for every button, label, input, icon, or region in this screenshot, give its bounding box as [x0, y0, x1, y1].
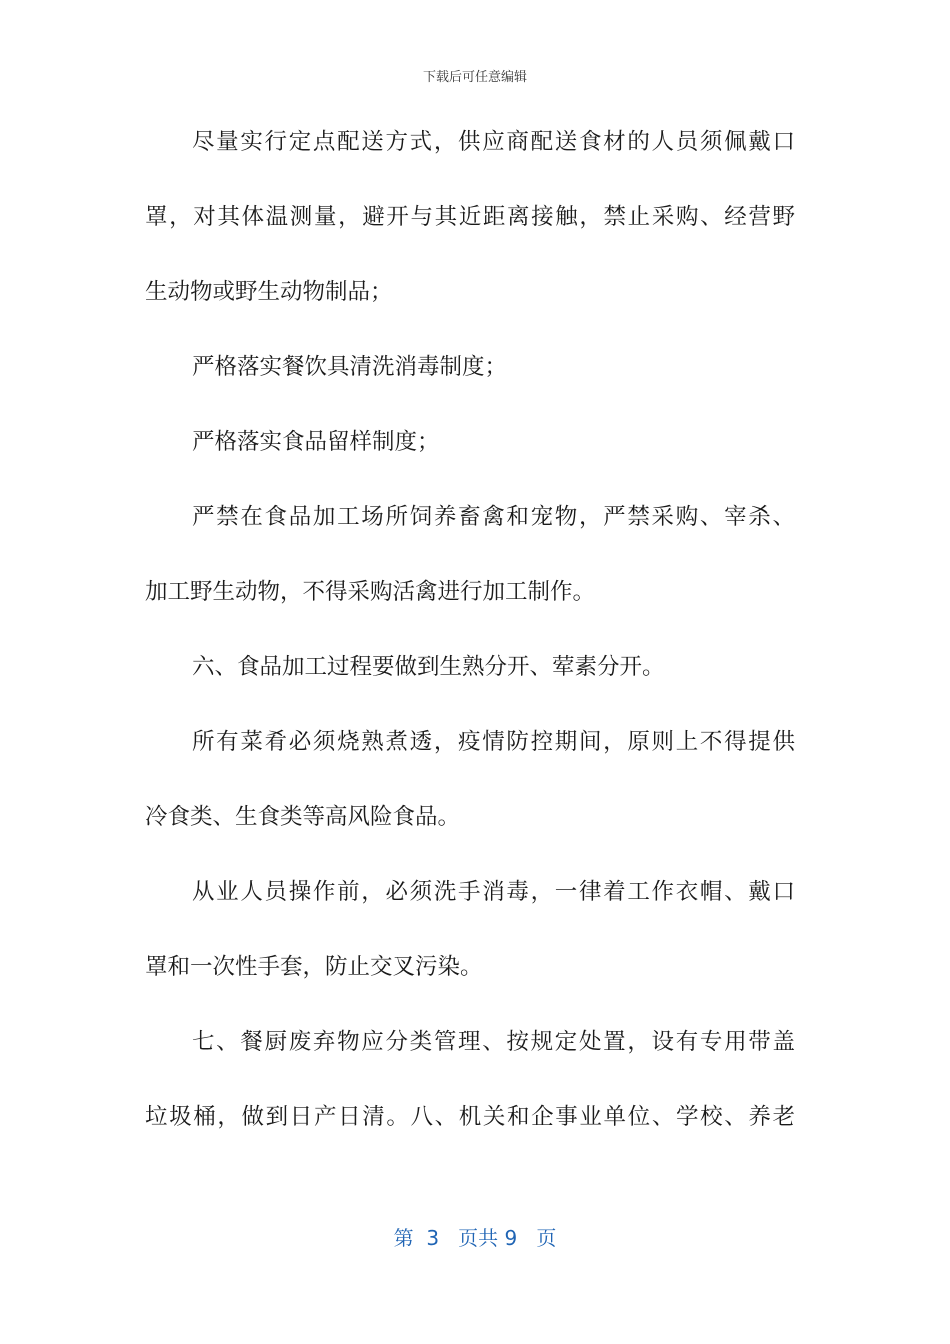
text-line-9: 所有菜肴必须烧熟煮透，疫情防控期间，原则上不得提供 — [192, 729, 795, 755]
text-line-5: 严格落实食品留样制度； — [192, 429, 440, 455]
text-line-7: 加工野生动物，不得采购活禽进行加工制作。 — [145, 579, 596, 605]
page-header: 下载后可任意编辑 — [422, 70, 527, 85]
text-line-11: 从业人员操作前，必须洗手消毒，一律着工作衣帽、戴口 — [192, 879, 795, 905]
text-line-2: 罩，对其体温测量，避开与其近距离接触，禁止采购、经营野 — [145, 204, 795, 230]
text-line-14: 垃圾桶，做到日产日清。八、机关和企事业单位、学校、养老 — [145, 1104, 795, 1130]
text-line-12: 罩和一次性手套，防止交叉污染。 — [145, 954, 483, 980]
text-line-6: 严禁在食品加工场所饲养畜禽和宠物，严禁采购、宰杀、 — [192, 504, 795, 530]
page-footer: 第 3 页共 9 页 — [393, 1226, 557, 1250]
text-line-3: 生动物或野生动物制品； — [145, 279, 393, 305]
text-line-8: 六、食品加工过程要做到生熟分开、荤素分开。 — [192, 654, 665, 680]
text-line-4: 严格落实餐饮具清洗消毒制度； — [192, 354, 508, 380]
text-line-10: 冷食类、生食类等高风险食品。 — [145, 804, 461, 830]
text-line-1: 尽量实行定点配送方式，供应商配送食材的人员须佩戴口 — [192, 129, 795, 155]
text-line-13: 七、餐厨废弃物应分类管理、按规定处置，设有专用带盖 — [192, 1029, 795, 1055]
